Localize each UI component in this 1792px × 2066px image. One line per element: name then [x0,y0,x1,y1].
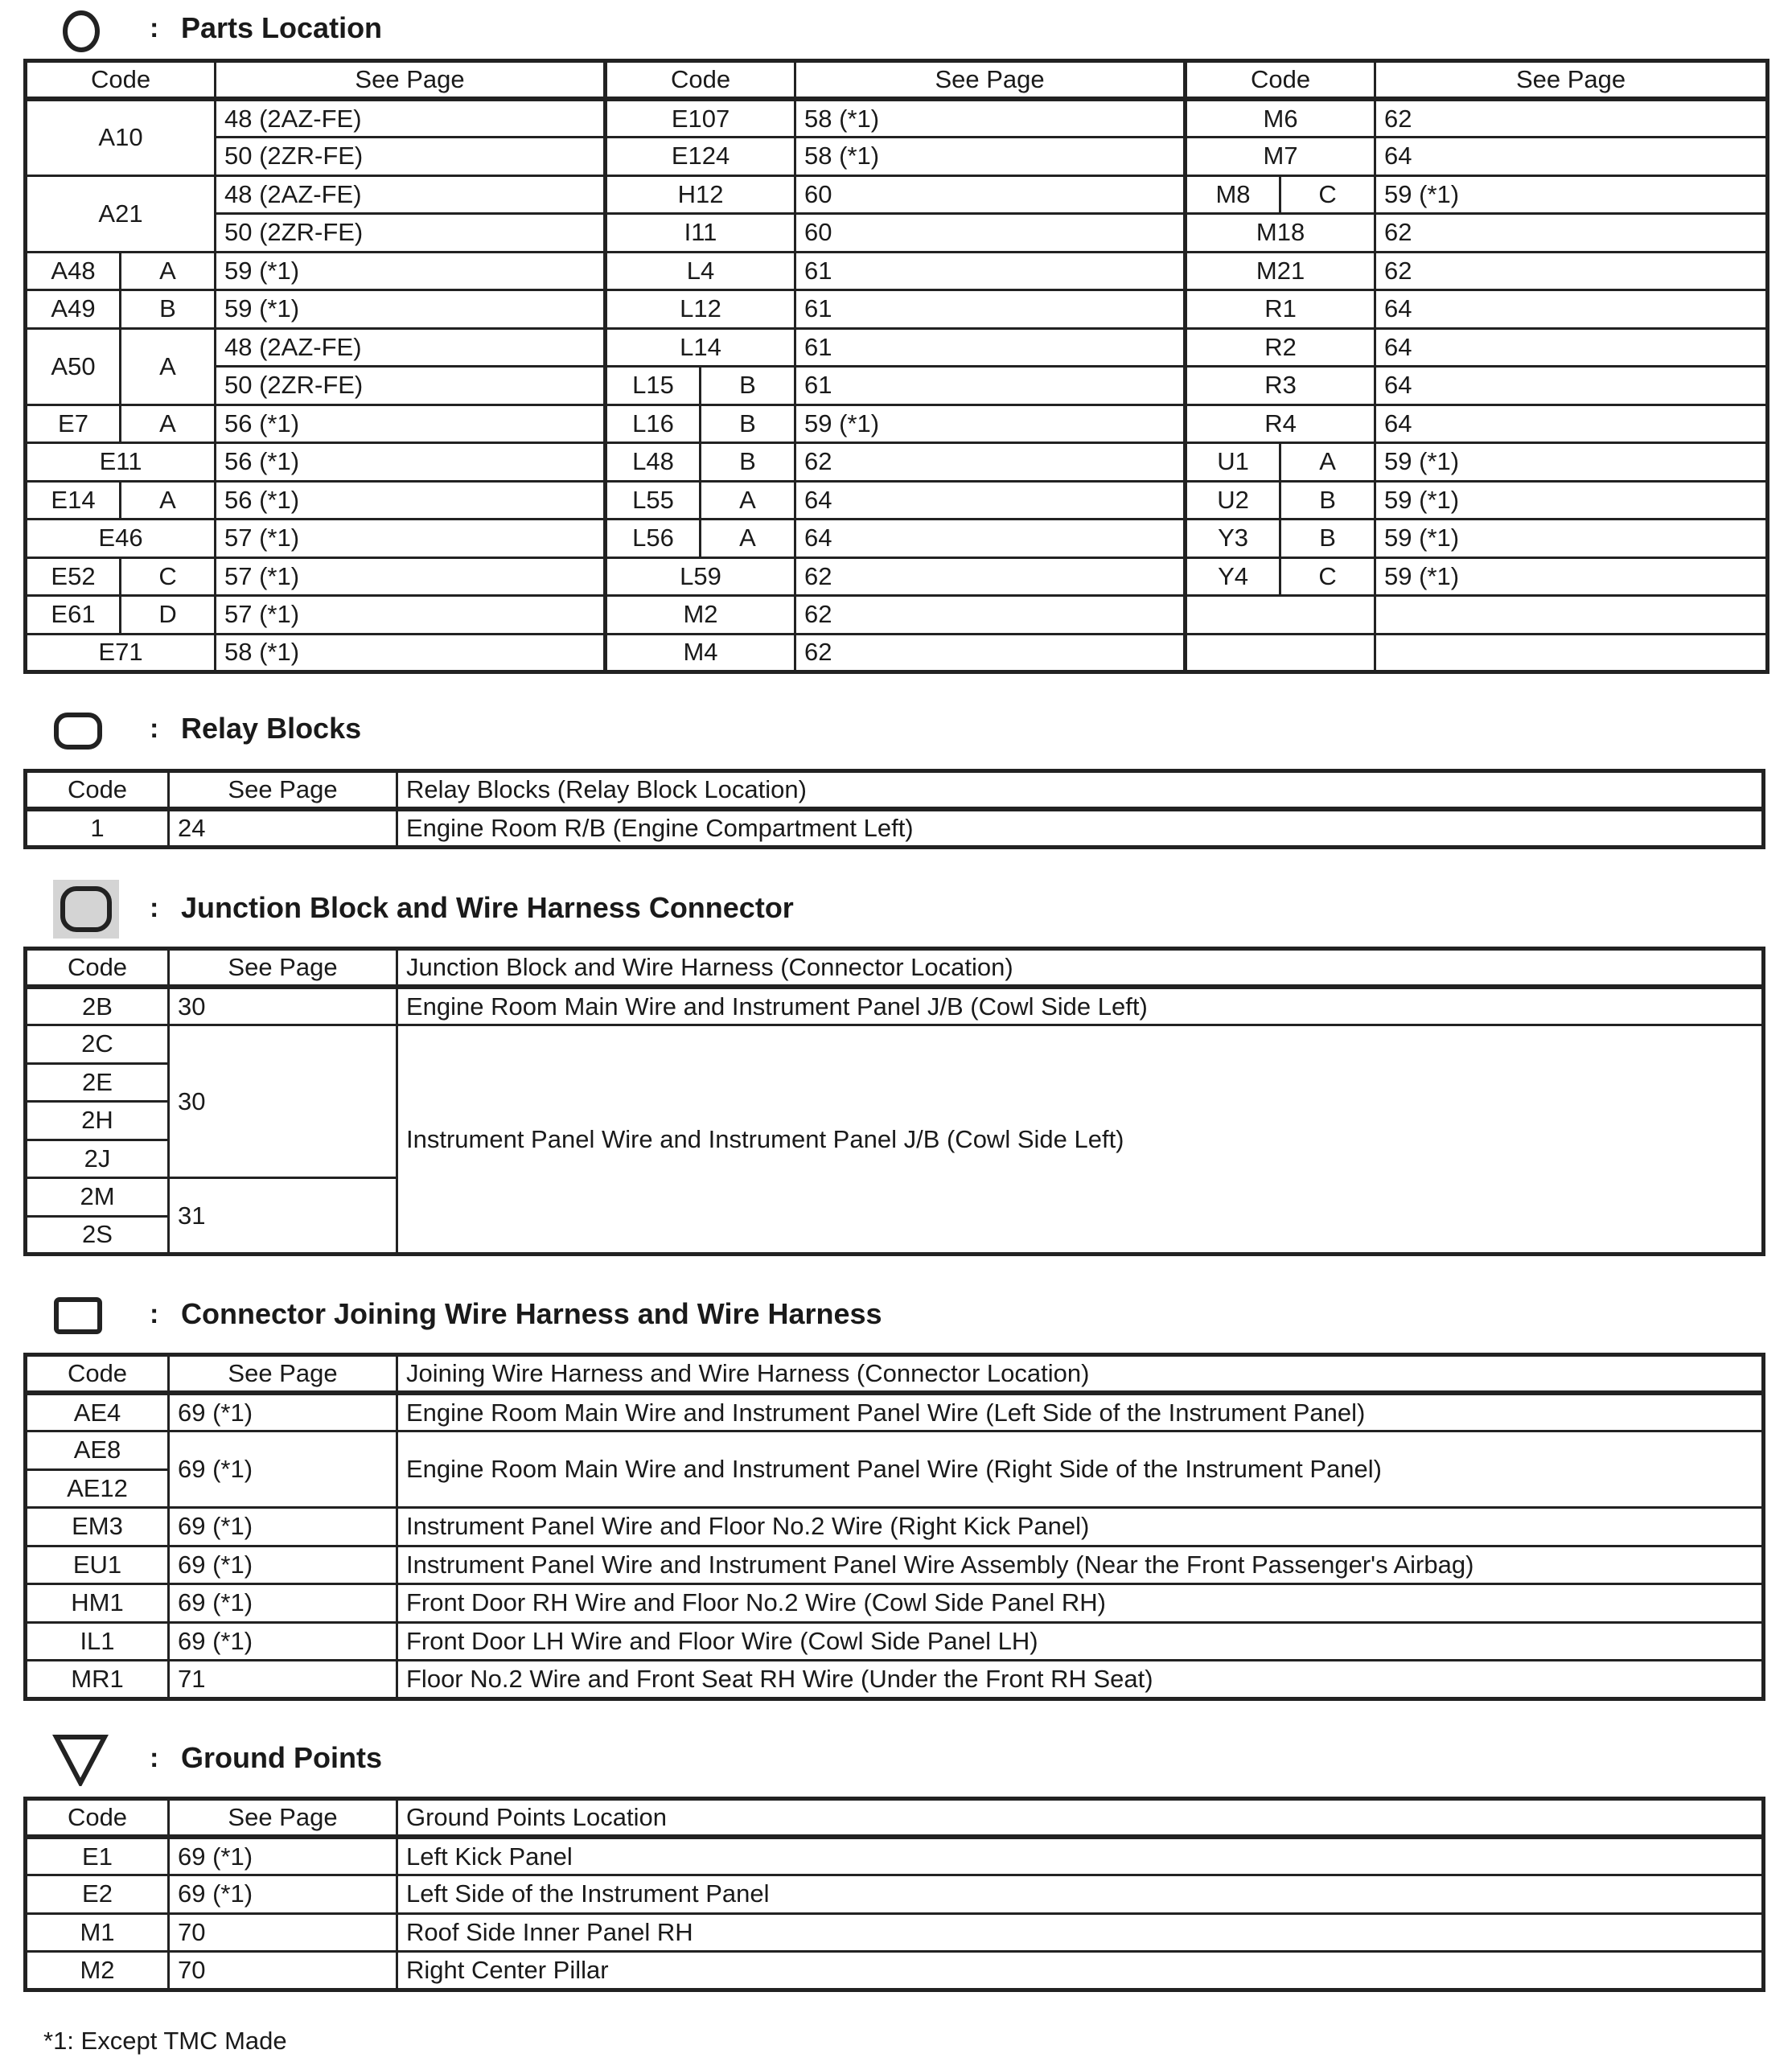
code-cell: A50 [26,328,121,405]
code-cell: HM1 [26,1584,169,1623]
table-header-row [26,771,1764,810]
code-cell: L12 [606,290,795,329]
code-cell: L59 [606,557,795,596]
header-see-page: See Page [216,61,606,100]
code-cell: A10 [26,99,216,175]
table-row [26,175,1768,214]
code-cell: M21 [1186,252,1375,290]
code-cell: 2E [26,1063,169,1102]
code-cell: I11 [606,214,795,253]
code-cell: L14 [606,328,795,367]
table-row [26,634,1768,672]
ground-points-table [23,1797,1765,1992]
table-row [26,557,1768,596]
header-code: Code [26,771,169,810]
code-cell: R1 [1186,290,1375,329]
code-cell: E11 [26,443,216,482]
page-cell: 70 [169,1913,397,1952]
sub-code-cell: B [1280,481,1375,520]
header-see-page: See Page [795,61,1186,100]
code-cell: E14 [26,481,121,520]
table-header-row [26,1355,1764,1394]
header-see-page: See Page [169,1355,397,1394]
code-cell: R4 [1186,405,1375,443]
empty-cell [1186,596,1375,635]
page-cell: 61 [795,367,1186,405]
description-cell: Engine Room Main Wire and Instrument Panel Wire (Right Side of the Instrument Panel) [397,1431,1764,1508]
code-cell: A49 [26,290,121,329]
table-row [26,290,1768,329]
header-code: Code [26,1799,169,1838]
table-header-row [26,1799,1764,1838]
sub-code-cell: A [1280,443,1375,482]
sub-code-cell: C [121,557,216,596]
code-cell: 1 [26,809,169,848]
code-cell: E71 [26,634,216,672]
junction-block-table [23,947,1765,1256]
table-row [26,596,1768,635]
page-cell: 64 [795,520,1186,558]
page-cell: 50 (2ZR-FE) [216,214,606,253]
page-cell: 58 (*1) [795,138,1186,176]
page-cell: 48 (2AZ-FE) [216,175,606,214]
header-see-page: See Page [169,771,397,810]
code-cell: L56 [606,520,701,558]
code-cell: E2 [26,1875,169,1914]
table-header-row [26,949,1764,988]
section-colon: : [150,893,159,923]
header-see-page: See Page [1375,61,1768,100]
code-cell: Y3 [1186,520,1280,558]
page-cell: 62 [1375,99,1768,138]
header-see-page: See Page [169,949,397,988]
header-see-page: See Page [169,1799,397,1838]
header-code: Code [26,949,169,988]
page-cell: 60 [795,175,1186,214]
page-cell: 64 [1375,405,1768,443]
code-cell: AE12 [26,1469,169,1508]
code-cell: M7 [1186,138,1375,176]
header-code: Code [606,61,795,100]
code-cell: L55 [606,481,701,520]
code-cell: M4 [606,634,795,672]
page-cell: 57 (*1) [216,557,606,596]
description-cell: Left Kick Panel [397,1837,1764,1875]
table-row [26,1431,1764,1470]
page-cell: 64 [1375,138,1768,176]
code-cell: EU1 [26,1546,169,1584]
code-cell: M6 [1186,99,1375,138]
page-cell: 62 [795,443,1186,482]
code-cell: A48 [26,252,121,290]
sub-code-cell: A [121,252,216,290]
table-row [26,1622,1764,1661]
code-cell: L15 [606,367,701,405]
page-cell: 62 [795,634,1186,672]
code-cell: 2C [26,1025,169,1064]
page-cell: 69 (*1) [169,1393,397,1431]
description-cell: Engine Room Main Wire and Instrument Panel Wire (Left Side of the Instrument Panel) [397,1393,1764,1431]
code-cell: E46 [26,520,216,558]
empty-cell [1186,634,1375,672]
sub-code-cell: B [1280,520,1375,558]
code-cell: E124 [606,138,795,176]
header-code: Code [1186,61,1375,100]
code-cell: Y4 [1186,557,1280,596]
page-cell: 59 (*1) [1375,443,1768,482]
sub-code-cell: A [701,481,795,520]
code-cell: 2M [26,1178,169,1217]
page-cell: 48 (2AZ-FE) [216,328,606,367]
table-row [26,1546,1764,1584]
header-description: Joining Wire Harness and Wire Harness (Connector Location) [397,1355,1764,1394]
page-cell: 69 (*1) [169,1431,397,1508]
page-cell: 69 (*1) [169,1584,397,1623]
page-cell: 64 [1375,290,1768,329]
page-cell: 62 [1375,214,1768,253]
footnote: *1: Except TMC Made [43,2027,287,2055]
page-cell: 59 (*1) [795,405,1186,443]
rect-icon [53,1296,103,1335]
code-cell: L16 [606,405,701,443]
page-cell: 69 (*1) [169,1508,397,1546]
relay-blocks-table [23,769,1765,849]
page-cell: 30 [169,987,397,1025]
table-row [26,809,1764,848]
page-cell: 31 [169,1178,397,1255]
code-cell: M18 [1186,214,1375,253]
page-cell: 62 [795,596,1186,635]
description-cell: Floor No.2 Wire and Front Seat RH Wire (Under the Front RH Seat) [397,1661,1764,1699]
description-cell: Engine Room R/B (Engine Compartment Left) [397,809,1764,848]
code-cell: EM3 [26,1508,169,1546]
section-colon: : [150,1299,159,1329]
description-cell: Front Door RH Wire and Floor No.2 Wire (Cowl Side Panel RH) [397,1584,1764,1623]
code-cell: M1 [26,1913,169,1952]
sub-code-cell: B [121,290,216,329]
table-row [26,252,1768,290]
table-row [26,1584,1764,1623]
rounded-rect-icon [53,712,103,750]
description-cell: Instrument Panel Wire and Floor No.2 Wire (Right Kick Panel) [397,1508,1764,1546]
code-cell: E61 [26,596,121,635]
description-cell: Right Center Pillar [397,1952,1764,1990]
table-row [26,405,1768,443]
table-row [26,481,1768,520]
page-cell: 48 (2AZ-FE) [216,99,606,138]
code-cell: R2 [1186,328,1375,367]
shaded-rounded-rect-icon [53,880,119,939]
sub-code-cell: A [121,481,216,520]
page-cell: 57 (*1) [216,520,606,558]
page-cell: 50 (2ZR-FE) [216,367,606,405]
code-cell: M2 [26,1952,169,1990]
code-cell: 2H [26,1102,169,1140]
code-cell: U2 [1186,481,1280,520]
table-row [26,1661,1764,1699]
code-cell: IL1 [26,1622,169,1661]
page-cell: 64 [795,481,1186,520]
code-cell: R3 [1186,367,1375,405]
page-cell: 59 (*1) [1375,557,1768,596]
page-cell: 64 [1375,367,1768,405]
section-title: Relay Blocks [181,712,362,745]
page-cell: 69 (*1) [169,1546,397,1584]
parts-location-table [23,59,1769,674]
sub-code-cell: A [121,328,216,405]
page-cell: 58 (*1) [795,99,1186,138]
page-cell: 59 (*1) [216,252,606,290]
code-cell: E1 [26,1837,169,1875]
page-cell: 62 [1375,252,1768,290]
section-colon: : [150,13,159,43]
table-row [26,1913,1764,1952]
table-row [26,1837,1764,1875]
page-cell: 57 (*1) [216,596,606,635]
page-cell: 69 (*1) [169,1837,397,1875]
triangle-down-icon [51,1733,109,1786]
section-title: Connector Joining Wire Harness and Wire Harness [181,1297,882,1330]
page-cell: 59 (*1) [1375,481,1768,520]
sub-code-cell: C [1280,557,1375,596]
section-title: Junction Block and Wire Harness Connector [181,891,794,924]
code-cell: M2 [606,596,795,635]
page-cell: 60 [795,214,1186,253]
table-row [26,1952,1764,1990]
code-cell: AE8 [26,1431,169,1470]
table-row [26,367,1768,405]
empty-cell [1375,596,1768,635]
table-row [26,138,1768,176]
page-cell: 24 [169,809,397,848]
table-row [26,443,1768,482]
table-row [26,328,1768,367]
description-cell: Left Side of the Instrument Panel [397,1875,1764,1914]
page-cell: 56 (*1) [216,481,606,520]
description-cell: Roof Side Inner Panel RH [397,1913,1764,1952]
code-cell: M8 [1186,175,1280,214]
code-cell: U1 [1186,443,1280,482]
sub-code-cell: A [121,405,216,443]
section-title: Parts Location [181,11,383,44]
table-row [26,1393,1764,1431]
section-colon: : [150,713,159,744]
code-cell: 2B [26,987,169,1025]
page-cell: 71 [169,1661,397,1699]
code-cell: E52 [26,557,121,596]
table-row [26,520,1768,558]
header-description: Relay Blocks (Relay Block Location) [397,771,1764,810]
page-cell: 69 (*1) [169,1622,397,1661]
sub-code-cell: B [701,405,795,443]
table-row [26,99,1768,138]
code-cell: 2J [26,1140,169,1178]
page-cell: 64 [1375,328,1768,367]
page-cell: 56 (*1) [216,405,606,443]
connector-joining-table [23,1353,1765,1701]
code-cell: 2S [26,1216,169,1255]
code-cell: MR1 [26,1661,169,1699]
page-cell: 61 [795,290,1186,329]
page-cell: 69 (*1) [169,1875,397,1914]
code-cell: A21 [26,175,216,252]
code-cell: L4 [606,252,795,290]
description-cell: Instrument Panel Wire and Instrument Panel J/B (Cowl Side Left) [397,1025,1764,1255]
empty-cell [1375,634,1768,672]
header-description: Ground Points Location [397,1799,1764,1838]
description-cell: Front Door LH Wire and Floor Wire (Cowl Side Panel LH) [397,1622,1764,1661]
table-row [26,1508,1764,1546]
page-cell: 56 (*1) [216,443,606,482]
table-row [26,214,1768,253]
page-cell: 50 (2ZR-FE) [216,138,606,176]
code-cell: L48 [606,443,701,482]
code-cell: E107 [606,99,795,138]
description-cell: Instrument Panel Wire and Instrument Panel Wire Assembly (Near the Front Passenger's Airbag) [397,1546,1764,1584]
page-cell: 61 [795,252,1186,290]
page-cell: 59 (*1) [1375,520,1768,558]
header-description: Junction Block and Wire Harness (Connector Location) [397,949,1764,988]
table-row [26,987,1764,1025]
code-cell: AE4 [26,1393,169,1431]
sub-code-cell: B [701,367,795,405]
sub-code-cell: C [1280,175,1375,214]
description-cell: Engine Room Main Wire and Instrument Panel J/B (Cowl Side Left) [397,987,1764,1025]
header-code: Code [26,61,216,100]
code-cell: H12 [606,175,795,214]
page-cell: 59 (*1) [216,290,606,329]
page-cell: 59 (*1) [1375,175,1768,214]
section-title: Ground Points [181,1741,382,1774]
sub-code-cell: D [121,596,216,635]
page-cell: 70 [169,1952,397,1990]
page-cell: 62 [795,557,1186,596]
circle-icon [61,10,101,53]
page-cell: 61 [795,328,1186,367]
code-cell: E7 [26,405,121,443]
sub-code-cell: B [701,443,795,482]
page-cell: 58 (*1) [216,634,606,672]
table-header-row [26,61,1768,100]
table-row [26,1025,1764,1064]
table-row [26,1875,1764,1914]
page-cell: 30 [169,1025,397,1178]
sub-code-cell: A [701,520,795,558]
section-colon: : [150,1743,159,1773]
header-code: Code [26,1355,169,1394]
